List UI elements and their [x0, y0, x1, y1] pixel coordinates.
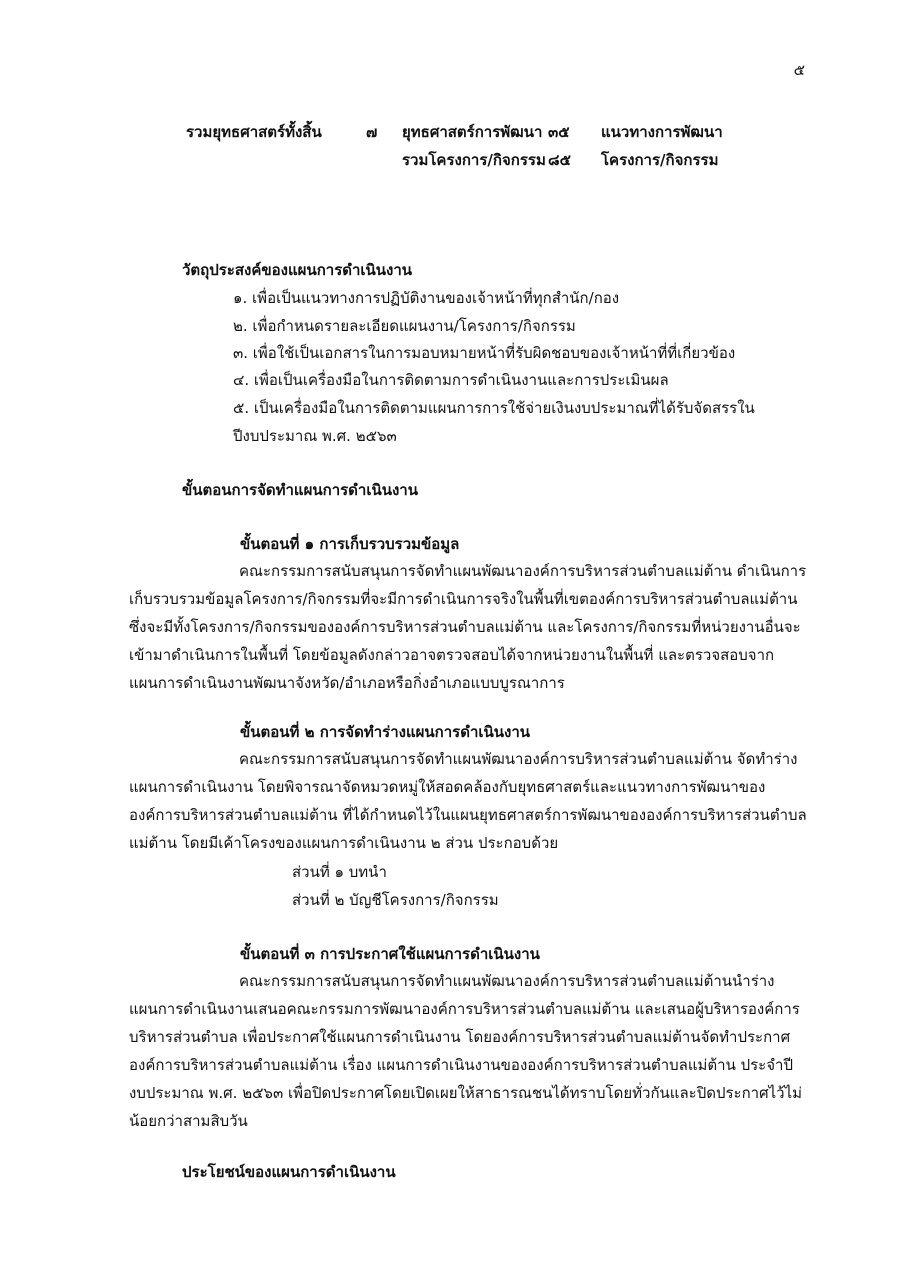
total-strategies-label: รวมยุทธศาสตร์ทั้งสิ้น — [186, 123, 322, 141]
outline-part: ส่วนที่ ๑ บทนำ — [292, 863, 387, 881]
step3-line: น้อยกว่าสามสิบวัน — [129, 1112, 248, 1130]
projects-label: รวมโครงการ/กิจกรรม — [402, 151, 546, 169]
dev-strategies-label: ยุทธศาสตร์การพัฒนา — [402, 123, 543, 141]
projects-unit: โครงการ/กิจกรรม — [601, 151, 719, 169]
step3-line: คณะกรรมการสนับสนุนการจัดทำแผนพัฒนาองค์การบริหารส่วนตำบลแม่ต้านนำร่าง — [239, 972, 775, 990]
step3-line: บริหารส่วนตำบล เพื่อประกาศใช้แผนการดำเนินงาน โดยองค์การบริหารส่วนตำบลแม่ต้านจัดทำประกาศ — [129, 1028, 791, 1046]
page-number: ๕ — [793, 61, 805, 79]
step2-paragraph — [129, 745, 809, 857]
step3-line: องค์การบริหารส่วนตำบลแม่ต้าน เรื่อง แผนการดำเนินงานขององค์การบริหารส่วนตำบลแม่ต้าน ประจำปี — [129, 1056, 793, 1074]
step1-paragraph — [129, 557, 809, 697]
objective-item: ๒. เพื่อกำหนดรายละเอียดแผนงาน/โครงการ/กิจกรรม — [233, 317, 576, 335]
objectives-heading: วัตถุประสงค์ของแผนการดำเนินงาน — [182, 261, 413, 279]
step2-line: แผนการดำเนินงาน โดยพิจารณาจัดหมวดหมู่ให้สอดคล้องกับยุทธศาสตร์และแนวทางการพัฒนาของ — [129, 778, 766, 796]
procedure-heading: ขั้นตอนการจัดทำแผนการดำเนินงาน — [182, 481, 418, 499]
objective-item: ๔. เพื่อเป็นเครื่องมือในการติดตามการดำเนินงานและการประเมินผล — [233, 371, 669, 389]
total-strategies-value: ๗ — [366, 123, 378, 141]
step2-title: ขั้นตอนที่ ๒ การจัดทำร่างแผนการดำเนินงาน — [240, 723, 531, 741]
step2-line: แม่ต้าน โดยมีเค้าโครงของแผนการดำเนินงาน ๒ ส่วน ประกอบด้วย — [129, 834, 559, 852]
dev-strategies-unit: แนวทางการพัฒนา — [601, 123, 723, 141]
objective-item: ๑. เพื่อเป็นแนวทางการปฏิบัติงานของเจ้าหน้าที่ทุกสำนัก/กอง — [233, 289, 620, 307]
step3-paragraph — [129, 967, 809, 1135]
benefits-heading: ประโยชน์ของแผนการดำเนินงาน — [182, 1163, 396, 1181]
dev-strategies-value: ๓๕ — [548, 123, 570, 141]
outline-part: ส่วนที่ ๒ บัญชีโครงการ/กิจกรรม — [292, 891, 499, 909]
step1-line: เก็บรวบรวมข้อมูลโครงการ/กิจกรรมที่จะมีการดำเนินการจริงในพื้นที่เขตองค์การบริหารส่วนตำบลแม่ต้าน — [129, 590, 798, 608]
objective-item-continued: ปีงบประมาณ พ.ศ. ๒๕๖๓ — [233, 427, 397, 445]
projects-value: ๘๕ — [548, 151, 571, 169]
step2-line: คณะกรรมการสนับสนุนการจัดทำแผนพัฒนาองค์การบริหารส่วนตำบลแม่ต้าน จัดทำร่าง — [239, 750, 798, 768]
step1-line: เข้ามาดำเนินการในพื้นที่ โดยข้อมูลดังกล่าวอาจตรวจสอบได้จากหน่วยงานในพื้นที่ และตรวจสอบจาก — [129, 646, 775, 664]
objective-item: ๕. เป็นเครื่องมือในการติดตามแผนการการใช้จ่ายเงินงบประมาณที่ได้รับจัดสรรใน — [233, 399, 755, 417]
step3-line: แผนการดำเนินงานเสนอคณะกรรมการพัฒนาองค์การบริหารส่วนตำบลแม่ต้าน และเสนอผู้บริหารองค์การ — [129, 1000, 800, 1018]
step1-line: คณะกรรมการสนับสนุนการจัดทำแผนพัฒนาองค์การบริหารส่วนตำบลแม่ต้าน ดำเนินการ — [239, 562, 807, 580]
step3-line: งบประมาณ พ.ศ. ๒๕๖๓ เพื่อปิดประกาศโดยเปิดเผยให้สาธารณชนได้ทราบโดยทั่วกันและปิดประกาศไว้ไม่ — [129, 1084, 803, 1102]
step1-line: แผนการดำเนินงานพัฒนาจังหวัด/อำเภอหรือกิ่งอำเภอแบบบูรณาการ — [129, 674, 565, 692]
step1-line: ซึ่งจะมีทั้งโครงการ/กิจกรรมขององค์การบริหารส่วนตำบลแม่ต้าน และโครงการ/กิจกรรมที่หน่วยงานอื่นจะ — [129, 618, 801, 636]
step1-title: ขั้นตอนที่ ๑ การเก็บรวบรวมข้อมูล — [240, 535, 460, 553]
step3-title: ขั้นตอนที่ ๓ การประกาศใช้แผนการดำเนินงาน — [240, 945, 540, 963]
step2-line: องค์การบริหารส่วนตำบลแม่ต้าน ที่ได้กำหนดไว้ในแผนยุทธศาสตร์การพัฒนาขององค์การบริหารส่วนตำบล — [129, 806, 807, 824]
objective-item: ๓. เพื่อใช้เป็นเอกสารในการมอบหมายหน้าที่รับผิดชอบของเจ้าหน้าที่ที่เกี่ยวข้อง — [233, 344, 736, 362]
